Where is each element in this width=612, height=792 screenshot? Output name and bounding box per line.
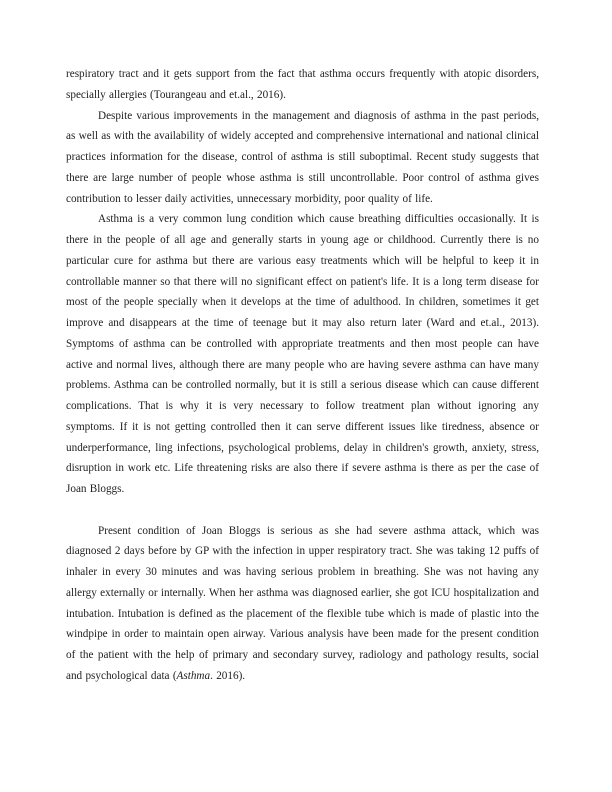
blank-line	[66, 500, 539, 521]
paragraph-patient-condition-text-end: . 2016).	[210, 669, 246, 682]
paragraph-patient-condition-text: Present condition of Joan Bloggs is serious as she had severe asthma attack, which was diagnosed 2 days before by GP with the infection in upper respiratory tract. She was taking 12 puffs of inhaler in every 30 minutes and was having serious problem in breathing. She was not having any allergy externally or internally. When her asthma was diagnosed earlier, she got ICU hospitalization and intubation. Intubation is defined as the placement of the flexible tube which is made of plastic into the windpipe in order to maintain open airway. Various analysis have been made for the present condition of the patient with the help of primary and secondary survey, radiology and pathology results, social and psychological data (	[66, 524, 539, 682]
paragraph-asthma-management: Despite various improvements in the management and diagnosis of asthma in the past periods, as well as with the availability of widely accepted and comprehensive international and national clinical practices information for the disease, control of asthma is still suboptimal. Recent study suggests that there are large number of people whose asthma is still uncontrollable. Poor control of asthma gives contribution to lesser daily activities, unnecessary morbidity, poor quality of life.	[66, 109, 539, 205]
paragraph-continuation: respiratory tract and it gets support from the fact that asthma occurs frequently with atopic disorders, specially allergies (Tourangeau and et.al., 2016).	[66, 68, 539, 101]
paragraph-patient-condition	[66, 521, 539, 687]
paragraph-asthma-overview: Asthma is a very common lung condition which cause breathing difficulties occasionally. It is there in the people of all age and generally starts in young age or childhood. Currently there is no particular cure for asthma but there are various easy treatments which will be helpful to keep it in controllable manner so that there will no significant effect on patient's life. It is a long term disease for most of the people specially when it develops at the time of adulthood. In children, sometimes it get improve and disappears at the time of teenage but it may also return later (Ward and et.al., 2013). Symptoms of asthma can be controlled with appropriate treatments and then most people can have active and normal lives, although there are many people who are having severe asthma can have many problems. Asthma can be controlled normally, but it is still a serious disease which can cause different complications. That is why it is very necessary to follow treatment plan without ignoring any symptoms. If it is not getting controlled then it can serve different issues like tiredness, absence or underperformance, ling infections, psychological problems, delay in children's growth, anxiety, stress, disruption in work etc. Life threatening risks are also there if severe asthma is there as per the case of Joan Bloggs.	[66, 213, 539, 495]
citation-title-italic: Asthma	[176, 669, 211, 682]
